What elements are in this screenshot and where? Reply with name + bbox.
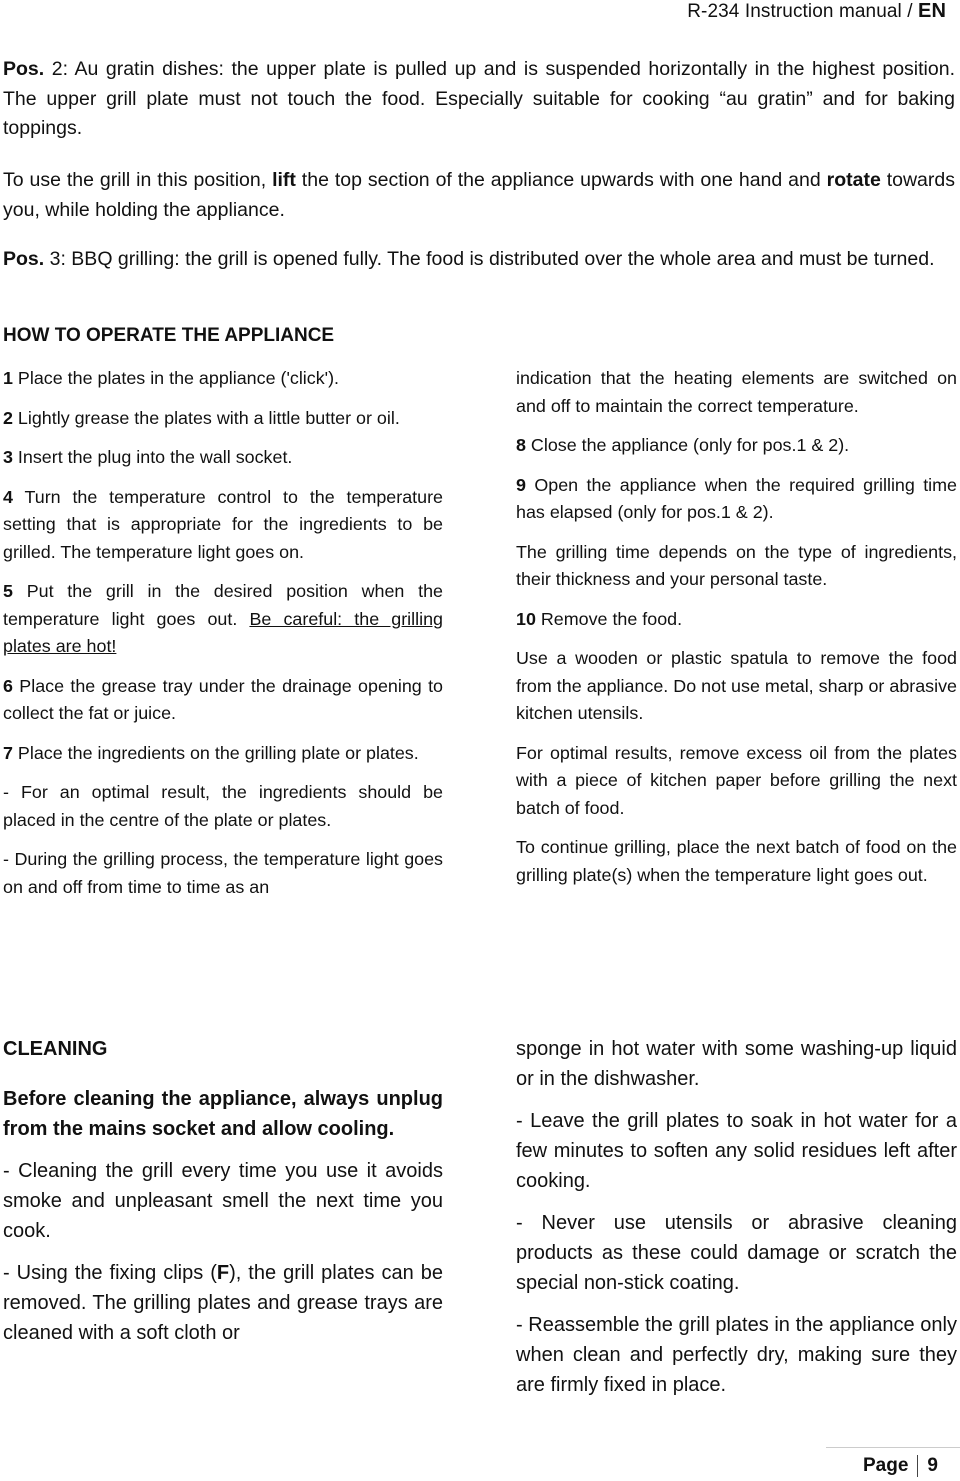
step-number: 2 xyxy=(3,407,13,428)
pos3-text: : BBQ grilling: the grill is opened fully. The food is distributed over the whole area and must be turned. xyxy=(60,248,935,270)
excess-oil-note: For optimal results, remove excess oil from the plates with a piece of kitchen paper before grilling the next batch of food. xyxy=(516,742,957,818)
pos2-label: Pos. xyxy=(3,58,45,80)
reassemble-note: - Reassemble the grill plates in the appliance only when clean and perfectly dry, making sure they are firmly fixed in place. xyxy=(516,1314,957,1396)
operate-heading: HOW TO OPERATE THE APPLIANCE xyxy=(3,325,335,346)
step-7 xyxy=(3,740,443,768)
clips-text-2: ), the grill plates can be removed. The grilling plates and grease trays are cleaned with a soft cloth or xyxy=(3,1262,443,1344)
rotate-text-1: To use the grill in this position, xyxy=(3,169,273,191)
pos3-number: 3 xyxy=(49,248,61,270)
spatula-note: Use a wooden or plastic spatula to remove the food from the appliance. Do not use metal, sharp or abrasive kitchen utensils. xyxy=(516,648,957,723)
step-6 xyxy=(3,673,443,728)
step-number: 4 xyxy=(3,486,13,507)
step-text: Place the grease tray under the drainage opening to collect the fat or juice. xyxy=(3,675,443,723)
language-code: EN xyxy=(918,0,946,22)
step-number: 1 xyxy=(3,368,13,388)
page-header xyxy=(687,0,946,23)
step-text: Turn the temperature control to the temperature setting that is appropriate for the ingredients to be grilled. The temperature light goes on. xyxy=(3,486,443,562)
operate-left-column xyxy=(3,365,443,913)
pos2-text: : Au gratin dishes: the upper plate is pulled up and is suspended horizontally in the highest position. The upper grill plate must not touch the food. Especially suitable for cooking “au gratin” and for baking toppings. xyxy=(3,58,956,139)
manual-title: R-234 Instruction manual / xyxy=(687,1,919,22)
page-separator xyxy=(917,1455,918,1477)
rotate-text-2: the top section of the appliance upwards with one hand and xyxy=(295,169,827,191)
pos2-paragraph xyxy=(3,55,955,144)
operate-right-column xyxy=(516,365,957,901)
step-5 xyxy=(3,578,443,661)
step-number: 8 xyxy=(516,435,526,455)
pos2-number: 2 xyxy=(51,58,63,80)
step-number: 3 xyxy=(3,447,13,467)
pos3-label: Pos. xyxy=(3,248,45,270)
rotate-bold-lift: lift xyxy=(272,169,296,191)
step-number: 6 xyxy=(3,675,13,696)
pos3-paragraph xyxy=(3,245,955,275)
step-number: 10 xyxy=(516,608,536,629)
cleaning-left-column xyxy=(3,1034,443,1360)
rotate-bold-rotate: rotate xyxy=(826,169,881,191)
step-text: Place the plates in the appliance ('click'). xyxy=(12,368,340,388)
step-number: 9 xyxy=(516,474,526,495)
page-label: Page xyxy=(863,1455,909,1476)
step-text: Close the appliance (only for pos.1 & 2). xyxy=(525,435,850,455)
cleaning-note-2 xyxy=(3,1258,443,1348)
rotate-text-3: towards you, while holding the appliance. xyxy=(3,169,955,221)
cleaning-continuation: sponge in hot water with some washing-up liquid or in the dishwasher. xyxy=(516,1038,957,1090)
rotate-paragraph xyxy=(3,166,955,225)
step-text: Open the appliance when the required grilling time has elapsed (only for pos.1 & 2). xyxy=(516,474,957,522)
step-10 xyxy=(516,606,957,634)
step-text: Place the ingredients on the grilling plate or plates. xyxy=(12,742,419,763)
optimal-result-note: - For an optimal result, the ingredients should be placed in the centre of the plate or plates. xyxy=(3,782,443,830)
cleaning-note-1: - Cleaning the grill every time you use it avoids smoke and unpleasant smell the next time you cook. xyxy=(3,1160,443,1242)
step-text: Put the grill in the desired position when the temperature light goes out. xyxy=(3,581,443,629)
step-8 xyxy=(516,432,957,460)
soak-note: - Leave the grill plates to soak in hot water for a few minutes to soften any solid residues left after cooking. xyxy=(516,1110,957,1192)
continue-grilling-note: To continue grilling, place the next batch of food on the grilling plate(s) when the temperature light goes out. xyxy=(516,837,957,885)
step-9 xyxy=(516,472,957,527)
step-4 xyxy=(3,484,443,567)
cleaning-heading: CLEANING xyxy=(3,1038,108,1060)
step-text: Remove the food. xyxy=(535,608,683,629)
step-1 xyxy=(3,365,443,393)
step-3 xyxy=(3,444,443,472)
cleaning-warning: Before cleaning the appliance, always unplug from the mains socket and allow cooling. xyxy=(3,1088,443,1140)
step-number: 7 xyxy=(3,742,13,763)
footer-rule xyxy=(826,1447,960,1448)
grilling-time-note: The grilling time depends on the type of ingredients, their thickness and your personal taste. xyxy=(516,541,957,589)
page-number: 9 xyxy=(927,1455,938,1476)
page-footer xyxy=(863,1454,938,1478)
cleaning-right-column xyxy=(516,1034,957,1412)
indication-continuation: indication that the heating elements are switched on and off to maintain the correct temperature. xyxy=(516,368,957,416)
utensils-warning: - Never use utensils or abrasive cleaning products as these could damage or scratch the special non-stick coating. xyxy=(516,1212,957,1294)
clips-text-1: - Using the fixing clips ( xyxy=(3,1262,217,1284)
clips-bold-f: F xyxy=(216,1262,230,1284)
grilling-process-note: - During the grilling process, the temperature light goes on and off from time to time as an xyxy=(3,849,443,897)
step-2 xyxy=(3,405,443,433)
step-text: Insert the plug into the wall socket. xyxy=(12,447,293,467)
step-number: 5 xyxy=(3,581,13,601)
step-text: Lightly grease the plates with a little butter or oil. xyxy=(12,407,400,428)
hot-plates-warning: Be careful: the grilling plates are hot! xyxy=(3,608,443,656)
